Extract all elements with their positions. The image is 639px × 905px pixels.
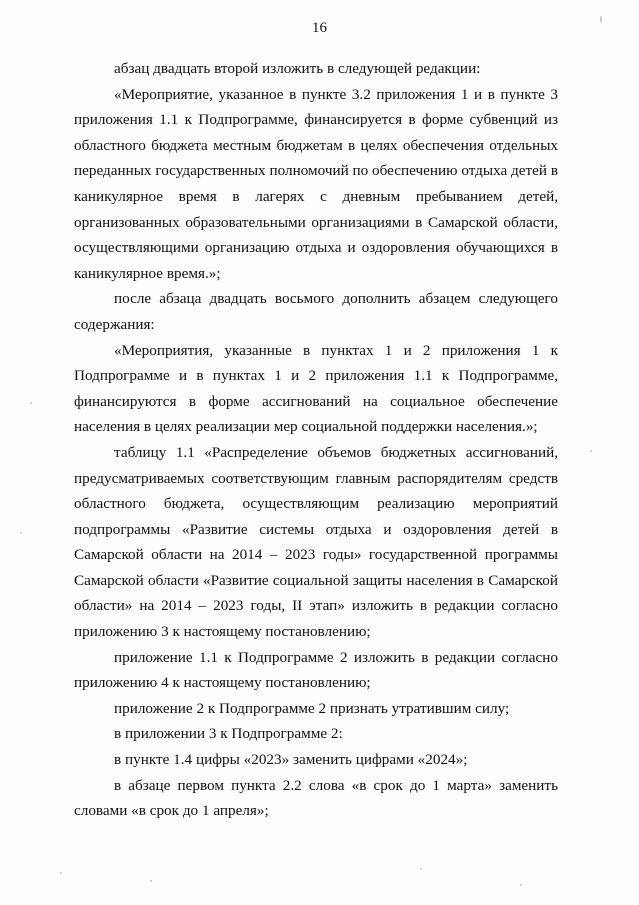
- scan-speck: [30, 402, 32, 404]
- paragraph-4: «Мероприятия, указанные в пунктах 1 и 2 приложения 1 к Подпрограмме и в пунктах 1 и 2 приложения 1.1 к Подпрограмме, финансируются в форме ассигнований на социальное обеспечение населения в целях реализации мер социальной поддержки населения.»;: [74, 341, 558, 436]
- paragraph-7: приложение 2 к Подпрограмме 2 признать утратившим силу;: [114, 699, 510, 717]
- scan-speck: [600, 16, 602, 23]
- paragraph-1: абзац двадцать второй изложить в следующей редакции:: [114, 60, 481, 77]
- document-body: [74, 56, 558, 824]
- paragraph-6: приложение 1.1 к Подпрограмме 2 изложить в редакции согласно приложению 4 к настоящему постановлению;: [74, 648, 558, 692]
- page-number: 16: [312, 20, 327, 36]
- scan-speck: [150, 880, 152, 882]
- scan-speck: [520, 884, 522, 886]
- paragraph-10: в абзаце первом пункта 2.2 слова «в срок до 1 марта» заменить словами «в срок до 1 апреля»;: [74, 776, 558, 820]
- scan-speck: [590, 450, 592, 452]
- scan-speck: [60, 872, 62, 874]
- paragraph-3: после абзаца двадцать восьмого дополнить абзацем следующего содержания:: [74, 290, 558, 333]
- paragraph-5: таблицу 1.1 «Распределение объемов бюджетных ассигнований, предусматриваемых соответствующим главным распорядителям средств областного бюджета, осуществляющим реализацию мероприятий подпрограммы «Развитие системы отдыха и оздоровления детей в Самарской области на 2014 – 2023 годы» государственной программы Самарской области «Развитие социальной защиты населения в Самарской области» на 2014 – 2023 годы, II этап» изложить в редакции согласно приложению 3 к настоящему постановлению;: [74, 443, 558, 641]
- scan-speck: [420, 868, 422, 870]
- scan-speck: [20, 532, 22, 534]
- paragraph-9: в пункте 1.4 цифры «2023» заменить цифрами «2024»;: [114, 751, 468, 769]
- paragraph-8: в приложении 3 к Подпрограмме 2:: [114, 725, 343, 743]
- paragraph-2: «Мероприятие, указанное в пункте 3.2 приложения 1 и в пункте 3 приложения 1.1 к Подпрограмме, финансируется в форме субвенций из областного бюджета местным бюджетам в целях обеспечения отдельных переданных государственных полномочий по обеспечению отдыха детей в каникулярное время в лагерях с дневным пребыванием детей, организованных образовательными организациями в Самарской области, осуществляющими организацию отдыха и оздоровления обучающихся в каникулярное время.»;: [74, 85, 558, 282]
